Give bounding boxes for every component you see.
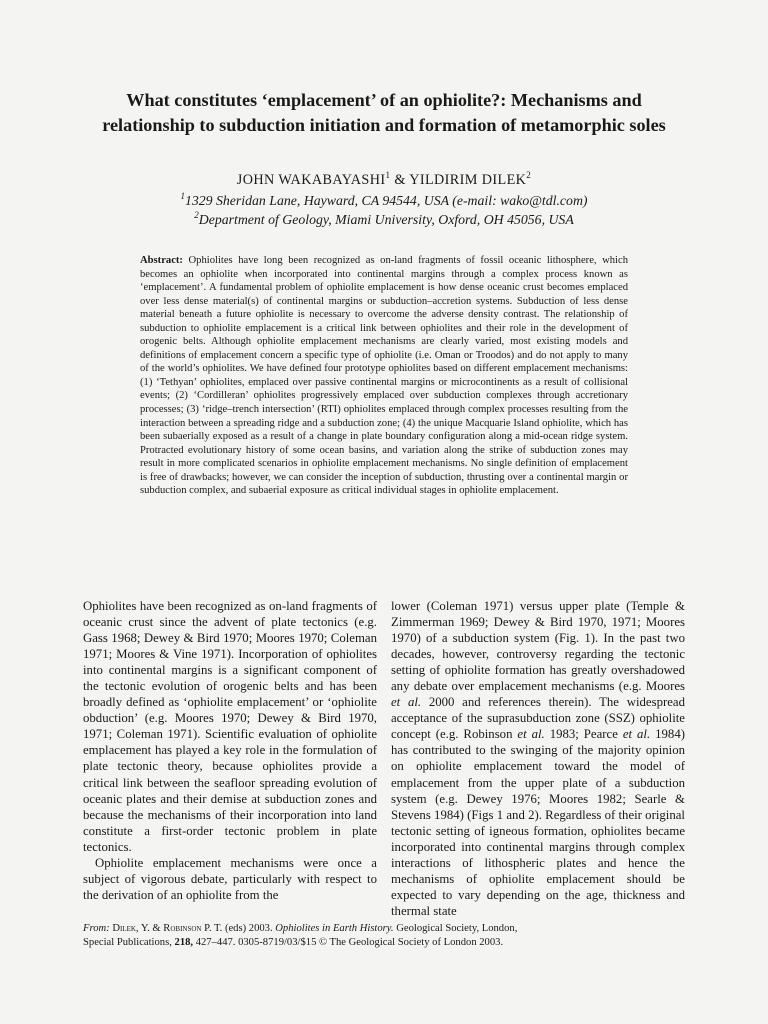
affiliation-text: 1329 Sheridan Lane, Hayward, CA 94544, USA (e-mail: wako@tdl.com)	[184, 193, 588, 208]
abstract-text: Ophiolites have long been recognized as on-land fragments of fossil oceanic lithosphere, which becomes an ophiolite when incorporated into continental margins through a complex process known as ‘emplacement’. A fundamental problem of ophiolite emplacement is how dense oceanic crust becomes emplaced over less dense material(s) of continental margins or subduction–accretion systems. Subduction of less dense material beneath a future ophiolite is necessary to overcome the adverse density contrast. The relationship of subduction to ophiolite emplacement is a critical link between ophiolites and their role in the development of orogenic belts. Although ophiolite emplacement mechanisms are clearly varied, most existing models and definitions of emplacement concern a specific type of ophiolite (i.e. Oman or Troodos) and do not apply to many of the world’s ophiolites. We have defined four prototype ophiolites based on different emplacement mechanisms: (1) ‘Tethyan’ ophiolites, emplaced over passive continental margins or microcontinents as a result of collisional events; (2) ‘Cordilleran’ ophiolites progressively emplaced over subduction complexes through accretionary processes; (3) ‘ridge–trench intersection’ (RTI) ophiolites emplaced through complex processes resulting from the interaction between a spreading ridge and a subduction zone; (4) the unique Macquarie Island ophiolite, which has been subaerially exposed as a result of a change in plate boundary configuration along a mid-ocean ridge system. Protracted evolutionary history of some ocean basins, and variation along the strike of subduction zones may result in more complicated scenarios in ophiolite emplacement mechanisms. No single definition of emplacement is free of drawbacks; however, we can consider the inception of subduction, thrusting over a continental margin or subduction complex, and subaerial exposure as critical individual stages in ophiolite emplacement.	[140, 255, 629, 497]
citation-et-al: et al.	[391, 695, 422, 710]
author-affiliation-mark: 2	[526, 170, 532, 180]
footer-publisher: Geological Society, London,	[393, 923, 518, 934]
author-affiliation-mark: 1	[385, 170, 391, 180]
abstract	[140, 254, 628, 498]
affiliation-mark: 1	[180, 191, 185, 201]
affiliation-mark: 2	[194, 210, 199, 220]
author-name: YILDIRIM DILEK	[409, 172, 527, 188]
footer-volume: 218,	[174, 937, 194, 948]
footer-book-title: Ophiolites in Earth History.	[275, 923, 394, 934]
body-paragraph: Ophiolites have been recognized as on-land fragments of oceanic crust since the advent of plate tectonics (e.g. Gass 1968; Dewey & Bird 1970; Moores 1970; Coleman 1971; Moores & Vine 1971). Incorporation of ophiolites into continental margins is a significant component of the tectonic evolution of orogenic belts and has been broadly defined as ‘ophiolite emplacement’ or ‘ophiolite obduction’ (e.g. Moores 1970; Dewey & Bird 1970, 1971; Coleman 1971). Scientific evaluation of ophiolite emplacement has played a key role in the formulation of plate tectonic theory, because ophiolites provide a critical link between the seafloor spreading evolution of oceanic plates and their demise at subduction zones and because the mechanisms of their incorporation into land constitute a first-order tectonic problem in plate tectonics.	[83, 599, 377, 854]
author-separator: &	[390, 172, 410, 188]
author-name: JOHN WAKABAYASHI	[236, 172, 386, 188]
body-text: 1984) has contributed to the swinging of the majority opinion on ophiolite emplacement toward the model of emplacement from the upper plate of a subduction system (e.g. Dewey 1976; Moores 1982; Searle & Stevens 1984) (Figs 1 and 2). Regardless of their original tectonic setting of igneous formation, ophiolites became incorporated into continental margins through complex interactions of lithospheric plates and hence the mechanisms of ophiolite emplacement should be expected to vary depending on the age, thickness and thermal state	[391, 727, 685, 918]
body-paragraph: Ophiolite emplacement mechanisms were once a subject of vigorous debate, particularly with respect to the derivation of an ophiolite from the	[83, 855, 377, 902]
footer-editors: Dilek, Y. & Robinson P. T.	[112, 923, 223, 934]
citation-et-al: et al.	[622, 727, 651, 742]
abstract-label: Abstract:	[140, 255, 183, 266]
affiliation-text: Department of Geology, Miami University, Oxford, OH 45056, USA	[198, 212, 574, 227]
footer-pages-copyright: 427–447. 0305-8719/03/$15 © The Geological Society of London 2003.	[193, 937, 504, 948]
body-text: 1983; Pearce	[544, 727, 623, 742]
body-column-left	[83, 598, 377, 903]
footer-from-label: From:	[83, 923, 110, 934]
body-column-right	[391, 598, 685, 919]
affiliation	[80, 212, 688, 228]
citation-et-al: et al.	[517, 727, 545, 742]
body-paragraph	[391, 598, 685, 919]
author-line	[80, 172, 688, 189]
body-text: 2000 and references therein). The widespread acceptance of the suprasubduction zone (SSZ) ophiolite concept (e.g. Robinson	[391, 695, 685, 742]
paper-title: What constitutes ‘emplacement’ of an ophiolite?: Mechanisms and relationship to subduction initiation and formation of metamorphic soles	[102, 90, 666, 135]
citation-footer	[83, 922, 685, 950]
affiliation	[80, 193, 688, 209]
footer-series: Special Publications,	[83, 937, 175, 948]
body-text: lower (Coleman 1971) versus upper plate (Temple & Zimmerman 1969; Dewey & Bird 1970, 1971; Moores 1970) of a subduction system (Fig. 1). In the past two decades, however, controversy regarding the tectonic setting of ophiolite formation has greatly overshadowed any debate over emplacement mechanisms (e.g. Moores	[391, 599, 685, 694]
footer-eds: (eds) 2003.	[222, 923, 276, 934]
